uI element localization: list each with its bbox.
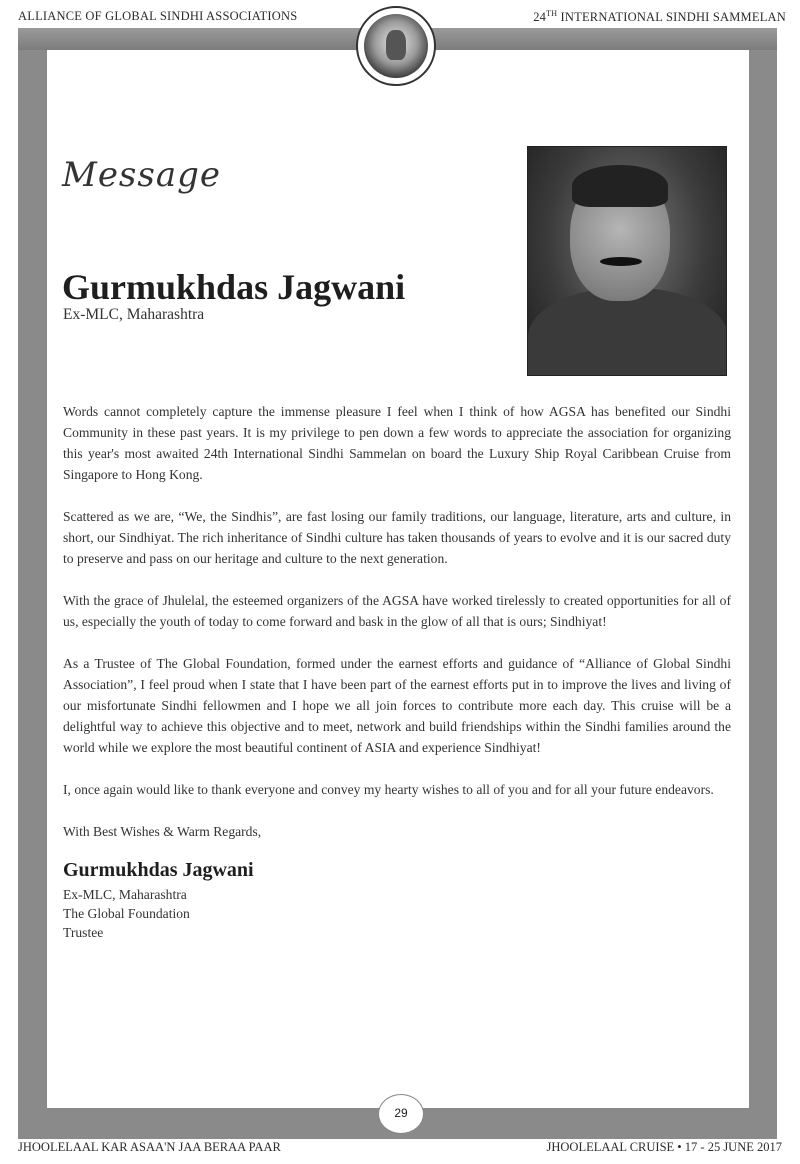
logo-figure <box>386 30 406 60</box>
paragraph: Scattered as we are, “We, the Sindhis”, are fast losing our family traditions, our language, literature, arts and culture, in short, our Sindhiyat. The rich inheritance of Sindhi culture has taken thousands of years to evolve and it is our sacred duty to preserve and pass on our heritage and culture to the next generation. <box>63 509 731 566</box>
portrait-photo-icon <box>527 146 727 376</box>
paragraph: With the grace of Jhulelal, the esteemed organizers of the AGSA have worked tirelessly to created opportunities for all of us, especially the youth of today to come forward and bask in the glow of all that is ours; Sindhiyat! <box>63 593 731 629</box>
header-edition-suffix: TH <box>546 9 558 18</box>
photo-mustache <box>600 257 642 266</box>
paragraph: As a Trustee of The Global Foundation, formed under the earnest efforts and guidance of “Alliance of Global Sindhi Association”, I feel proud when I state that I have been part of the earnest efforts put in to improve the lives and living of our misfortunate Sindhi fellowmen and I hope we all join forces to contribute more each day. This cruise will be a delightful way to achieve this objective and to meet, network and build friendships within the Sindhi families around the world while we explore the most beautiful continent of ASIA and experience Sindhiyat! <box>63 656 731 755</box>
footer-right-text: JHOOLELAAL CRUISE • 17 - 25 JUNE 2017 <box>546 1140 782 1154</box>
footer-left-text: JHOOLELAAL KAR ASAA'N JAA BERAA PAAR <box>18 1140 281 1154</box>
header-event-name: INTERNATIONAL SINDHI SAMMELAN <box>557 10 786 25</box>
header-right-text <box>533 9 786 25</box>
logo-emblem <box>364 14 428 78</box>
header-left-text: ALLIANCE OF GLOBAL SINDHI ASSOCIATIONS <box>18 9 298 23</box>
signature-name: Gurmukhdas Jagwani <box>63 859 254 881</box>
signature-organization: The Global Foundation <box>63 906 190 921</box>
author-name: Gurmukhdas Jagwani <box>62 267 406 307</box>
closing-line: With Best Wishes & Warm Regards, <box>63 824 262 839</box>
agsa-seal-logo-icon <box>356 6 436 86</box>
signature-title: Ex-MLC, Maharashtra <box>63 887 187 902</box>
header-edition-number: 24 <box>533 10 547 25</box>
paragraph: Words cannot completely capture the immense pleasure I feel when I think of how AGSA has benefited our Sindhi Community in these past years. It is my privilege to pen down a few words to appreciate the association for organizing this year's most awaited 24th International Sindhi Sammelan on board the Luxury Ship Royal Caribbean Cruise from Singapore to Hong Kong. <box>63 404 731 482</box>
paragraph: I, once again would like to thank everyone and convey my hearty wishes to all of you and for all your future endeavors. <box>63 782 714 797</box>
signature-block <box>63 859 254 942</box>
page-number: 29 <box>378 1094 424 1134</box>
message-body <box>63 401 731 863</box>
message-title: Message <box>62 155 221 195</box>
signature-role: Trustee <box>63 925 104 940</box>
author-subtitle: Ex-MLC, Maharashtra <box>63 306 205 323</box>
photo-hair <box>572 165 668 207</box>
